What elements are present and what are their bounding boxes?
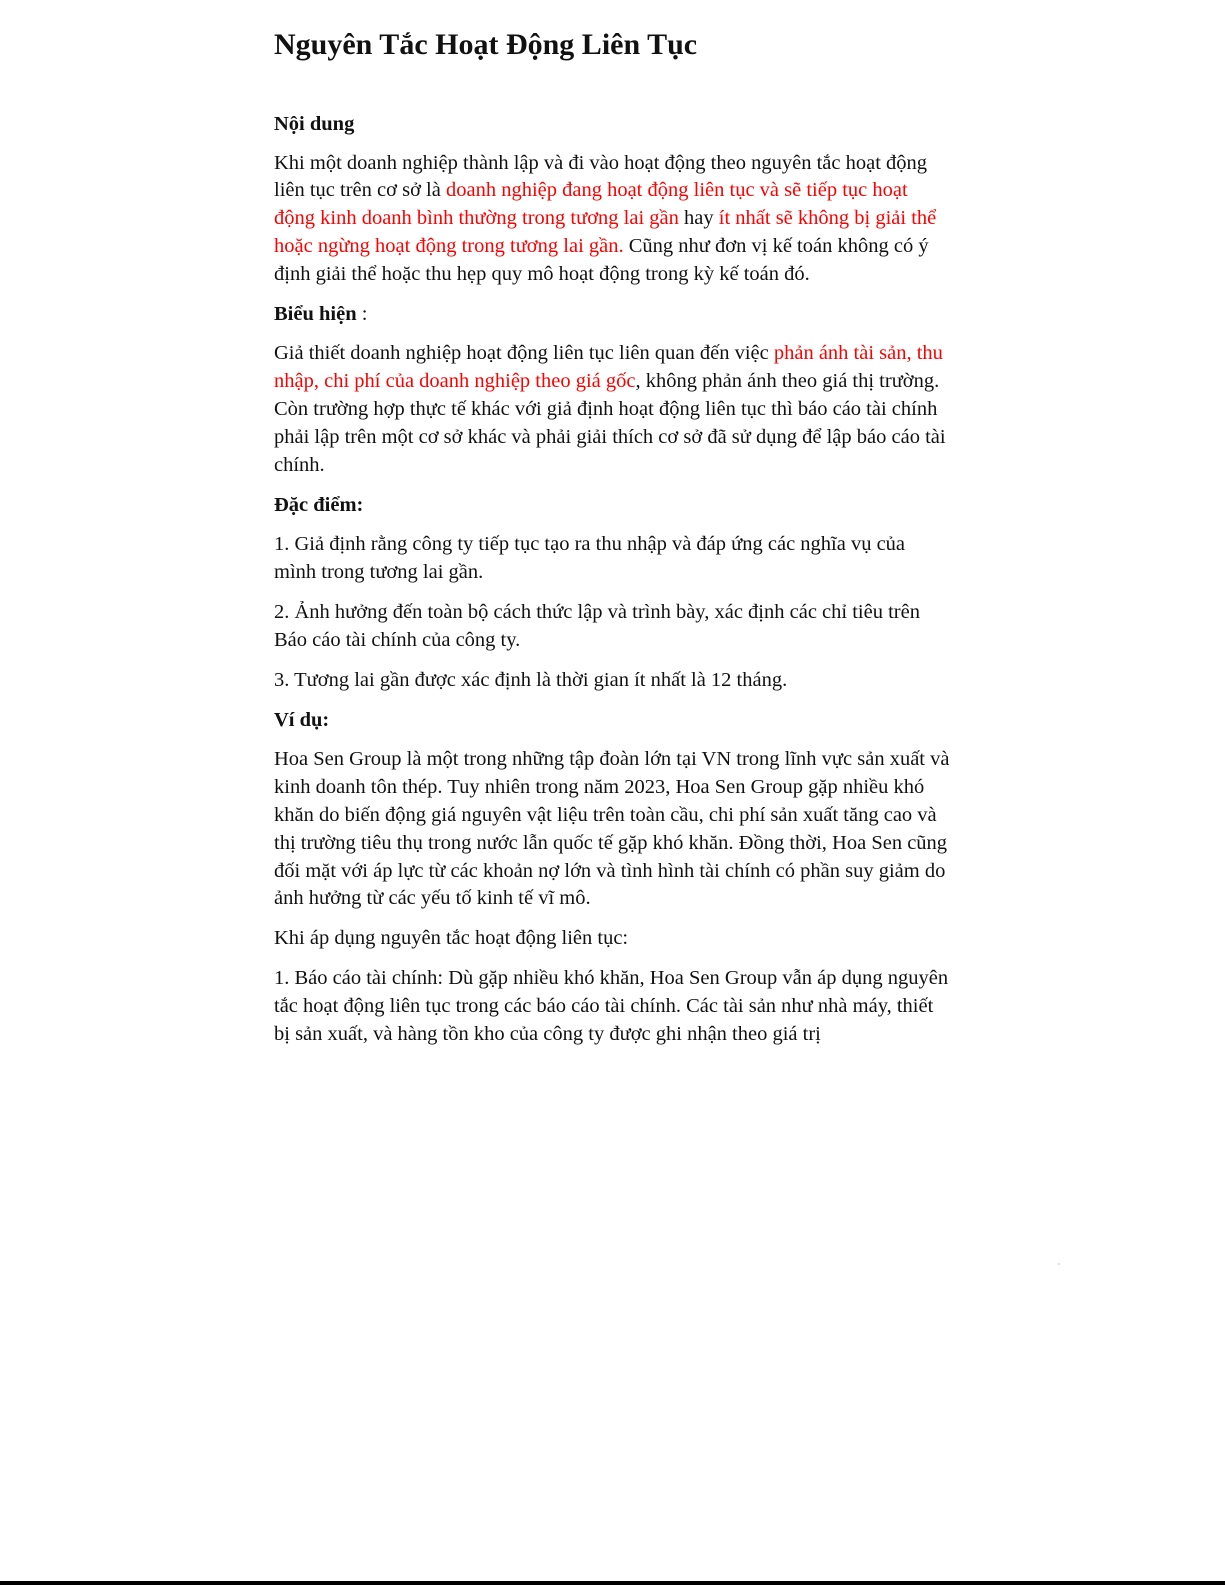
highlighted-text: ít nhất sẽ không bị giải thể hoặc ngừng hoạt động trong tương lai gần.	[274, 207, 937, 257]
page-bottom-border	[0, 1581, 1225, 1585]
text-run: hay	[678, 207, 719, 230]
text-run: , không phản ánh theo giá thị trường. Còn trường hợp thực tế khác với giả định hoạt động liên tục thì báo cáo tài chính phải lập trên một cơ sở khác và phải giải thích cơ sở đã sử dụng để lập báo cáo tài chính.	[274, 370, 946, 476]
paragraph-vi-du-item: 1. Báo cáo tài chính: Dù gặp nhiều khó khăn, Hoa Sen Group vẫn áp dụng nguyên tắc hoạt động liên tục trong các báo cáo tài chính. Các tài sản như nhà máy, thiết bị sản xuất, và hàng tồn kho của công ty được ghi nhận theo giá trị	[274, 967, 949, 1045]
paragraph-noi-dung	[274, 150, 950, 289]
paragraph-bieu-hien	[274, 340, 950, 479]
highlighted-text: phản ánh tài sản, thu nhập, chi phí của doanh nghiệp theo giá gốc	[274, 342, 943, 393]
paragraph-vi-du-intro: Khi áp dụng nguyên tắc hoạt động liên tục:	[274, 927, 629, 950]
heading-label: Biểu hiện	[274, 303, 357, 326]
highlighted-text: doanh nghiệp đang hoạt động liên tục và sẽ tiếp tục hoạt động kinh doanh bình thường trong tương lai gần	[274, 179, 908, 230]
text-run: Khi một doanh nghiệp thành lập và đi vào hoạt động theo nguyên tắc hoạt động liên tục trên cơ sở là	[274, 151, 928, 202]
section-heading-vi-du: Ví dụ:	[274, 709, 330, 732]
document-title: Nguyên Tắc Hoạt Động Liên Tục	[274, 28, 698, 61]
heading-suffix: :	[356, 303, 368, 326]
section-heading-noi-dung: Nội dung	[274, 112, 355, 135]
list-item: 1. Giả định rằng công ty tiếp tục tạo ra thu nhập và đáp ứng các nghĩa vụ của mình trong tương lai gần.	[274, 533, 906, 584]
list-item: 3. Tương lai gần được xác định là thời gian ít nhất là 12 tháng.	[274, 668, 788, 691]
section-heading-bieu-hien	[274, 300, 950, 328]
text-run: Cũng như đơn vị kế toán không có ý định giải thể hoặc thu hẹp quy mô hoạt động trong kỳ kế toán đó.	[274, 234, 929, 285]
paragraph-vi-du: Hoa Sen Group là một trong những tập đoàn lớn tại VN trong lĩnh vực sản xuất và kinh doanh tôn thép. Tuy nhiên trong năm 2023, Hoa Sen Group gặp nhiều khó khăn do biến động giá nguyên vật liệu trên toàn cầu, chi phí sản xuất tăng cao và thị trường tiêu thụ trong nước lẫn quốc tế gặp khó khăn. Đồng thời, Hoa Sen cũng đối mặt với áp lực từ các khoản nợ lớn và tình hình tài chính có phần suy giảm do ảnh hưởng từ các yếu tố kinh tế vĩ mô.	[274, 748, 950, 910]
text-run: Giả thiết doanh nghiệp hoạt động liên tục liên quan đến việc	[274, 342, 774, 365]
scan-artifact	[1058, 1263, 1060, 1265]
section-heading-dac-diem: Đặc điểm:	[274, 494, 364, 517]
list-item: 2. Ảnh hưởng đến toàn bộ cách thức lập và trình bày, xác định các chỉ tiêu trên Báo cáo tài chính của công ty.	[274, 601, 920, 651]
document-page	[274, 26, 950, 1060]
